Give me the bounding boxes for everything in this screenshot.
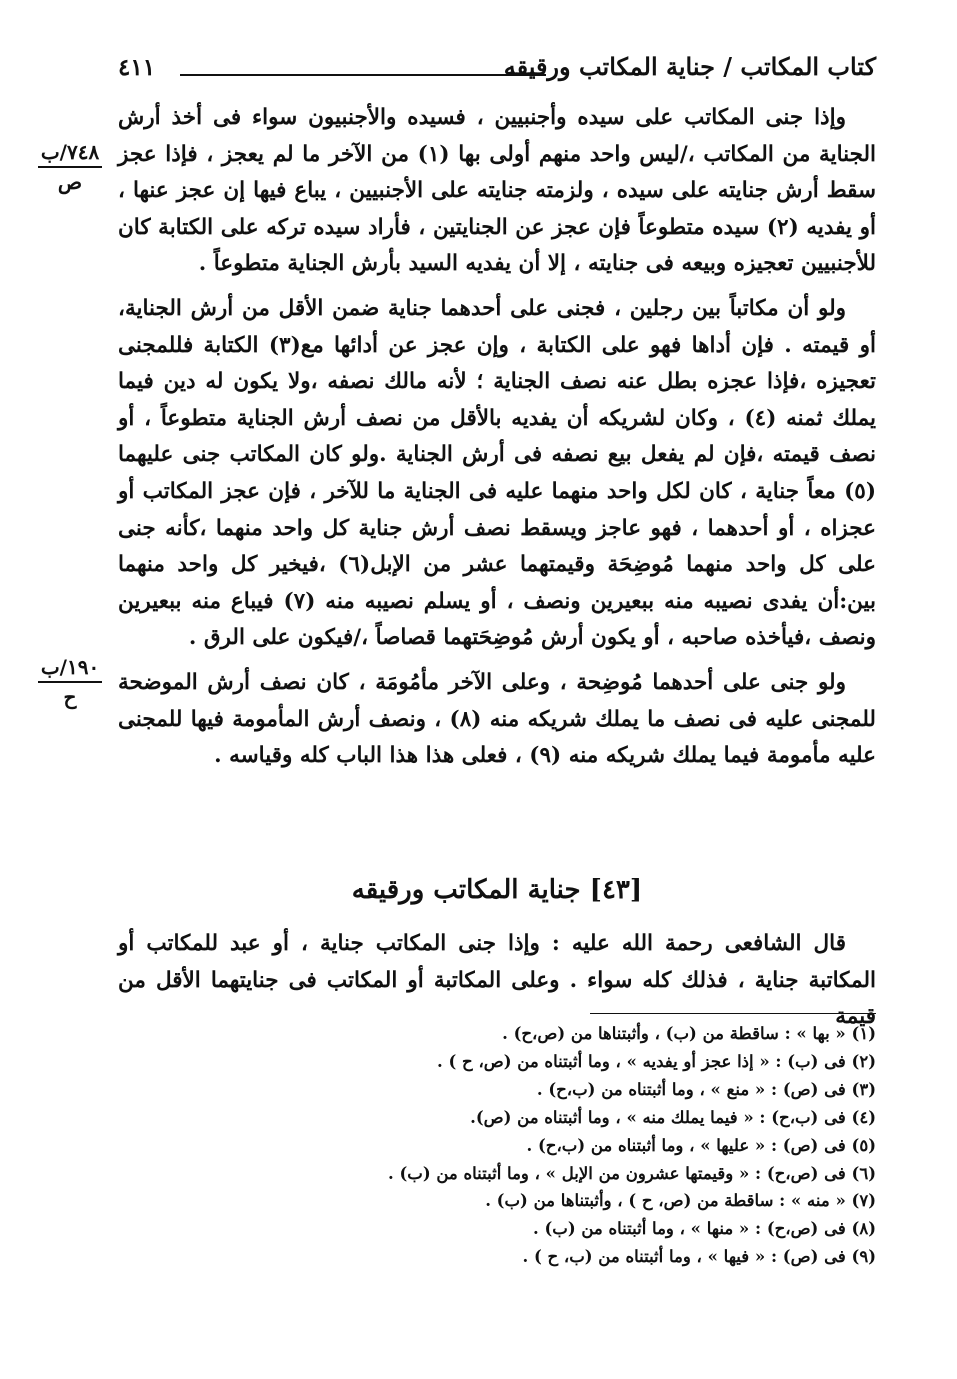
footnotes	[118, 1020, 876, 1271]
paragraph: ولو جنى على أحدهما مُوضِحة ، وعلى الآخر مأمُومَة ، كان نصف أرش الموضحة للمجنى عليه فى نصف ما يملك شريكه منه (٨) ، ونصف أرش المأمومة فيها للمجنى عليه مأمومة فيما يملك شريكه منه (٩) ، فعلى هذا هذا الباب كله وقياسه .	[118, 669, 876, 769]
footnote: (٦) فى (ص،ح) : « وقيمتها عشرون من الإبل » ، وما أثبتناه من (ب) .	[387, 1163, 876, 1183]
margin-note-folio: ٧٤٨/ب	[38, 140, 102, 168]
footnote: (٣) فى (ص) : « منع » ، وما أثبتناه من (ب،ح) .	[536, 1079, 876, 1099]
page-number: ٤١١	[118, 54, 156, 81]
footnote-divider	[590, 1013, 876, 1014]
footnote: (٤) فى (ب،ح) : « فيما يملك منه » ، وما أثبتناه من (ص).	[470, 1107, 876, 1127]
section-heading: [٤٣] جناية المكاتب ورقيقه	[351, 875, 643, 905]
header-title: كتاب المكاتب / جناية المكاتب ورقيقه	[503, 52, 876, 81]
paragraph: ولو أن مكاتباً بين رجلين ، فجنى على أحدهما جناية ضمن الأقل من أرش الجناية، أو قيمته . فإن أداها فهو على الكتابة ، وإن عجز عن أدائها مع(٣) الكتابة فللمجنى تعجيزه ،فإذا عجزه بطل عنه نصف الجناية ؛ لأنه مالك نصفه ،ولا يكون له دين فيما يملك ثمنه (٤) ، وكان لشريكه أن يفديه بالأقل من نصف أرش الجناية متطوعاً ، أو نصف قيمته ،فإن لم يفعل بيع نصفه فى أرش الجناية .ولو كان المكاتب جنى عليهما (٥) معاً جناية ، كان لكل واحد منهما عليه فى الجناية ما للآخر ، فإن عجز المكاتب أو عجزاه ، أو أحدهما ، فهو عاجز ويسقط نصف أرش جناية كل واحد منهما ،كأنه جنى على كل واحد منهما مُوضِحَة وقيمتهما عشر من الإبل(٦) ،فيخير كل واحد منهما بين:أن يفدى نصيبه منه ببعيرين ونصف ، أو يسلم نصيبه منه (٧) فيباع منه ببعيرين ونصف ،فيأخذه صاحبه ، أو يكون أرش مُوضِحَتهما قصاصاً ،/فيكون على الرق .	[118, 295, 876, 651]
paragraph: قال الشافعى رحمة الله عليه : وإذا جنى المكاتب جناية ، أو عبد للمكاتب أو المكاتبة جناية ، فذلك كله سواء . وعلى المكاتبة أو المكاتب فى جنايتهما الأقل من قيمة	[118, 931, 876, 1030]
main-text	[118, 100, 876, 783]
footnote: (٢) فى (ب) : « إذا عجز أو يفديه » ، وما أثبتناه من (ص، ح ) .	[437, 1051, 876, 1071]
running-header	[118, 52, 876, 92]
margin-note-folio: ١٩٠/ب	[38, 655, 102, 683]
footnote: (٨) فى (ص،ح) : « منها » ، وما أثبتناه من (ب) .	[532, 1219, 876, 1239]
footnote: (١) « بها » : ساقطة من (ب) ، وأثبتناها من (ص،ح) .	[502, 1024, 876, 1043]
margin-note-manuscript-1	[30, 140, 110, 194]
margin-note-siglum: ح	[63, 685, 77, 709]
footnote: (٥) فى (ص) : « عليها » ، وما أثبتناه من (ب،ح) .	[526, 1135, 876, 1155]
header-rule	[180, 74, 546, 76]
footnote: (٩) فى (ص) : « فيها » ، وما أثبتناه من (ب، ح ) .	[522, 1247, 876, 1267]
footnote: (٧) « منه » : ساقطة من (ص، ح ) ، وأثبتناها من (ب) .	[485, 1191, 876, 1211]
paragraph: وإذا جنى المكاتب على سيده وأجنبيين ، فسيده والأجنبيون سواء فى أخذ أرش الجناية من المكاتب ،/ليس واحد منهم أولى بها (١) من الآخر ما لم يعجز ، فإذا عجز سقط أرش جنايته على سيده ، ولزمته جنايته على الأجنبيين ، يباع فيها إن عجز عنها ، أو يفديه (٢) سيده متطوعاً فإن عجز عن الجنايتين ، فأراد سيده تركه على الكتابة كان للأجنبيين تعجيزه وبيعه فى جنايته ، إلا أن يفديه السيد بأرش الجناية متطوعاً .	[118, 105, 877, 277]
margin-note-manuscript-2	[30, 655, 110, 709]
margin-note-siglum: ص	[57, 170, 83, 194]
